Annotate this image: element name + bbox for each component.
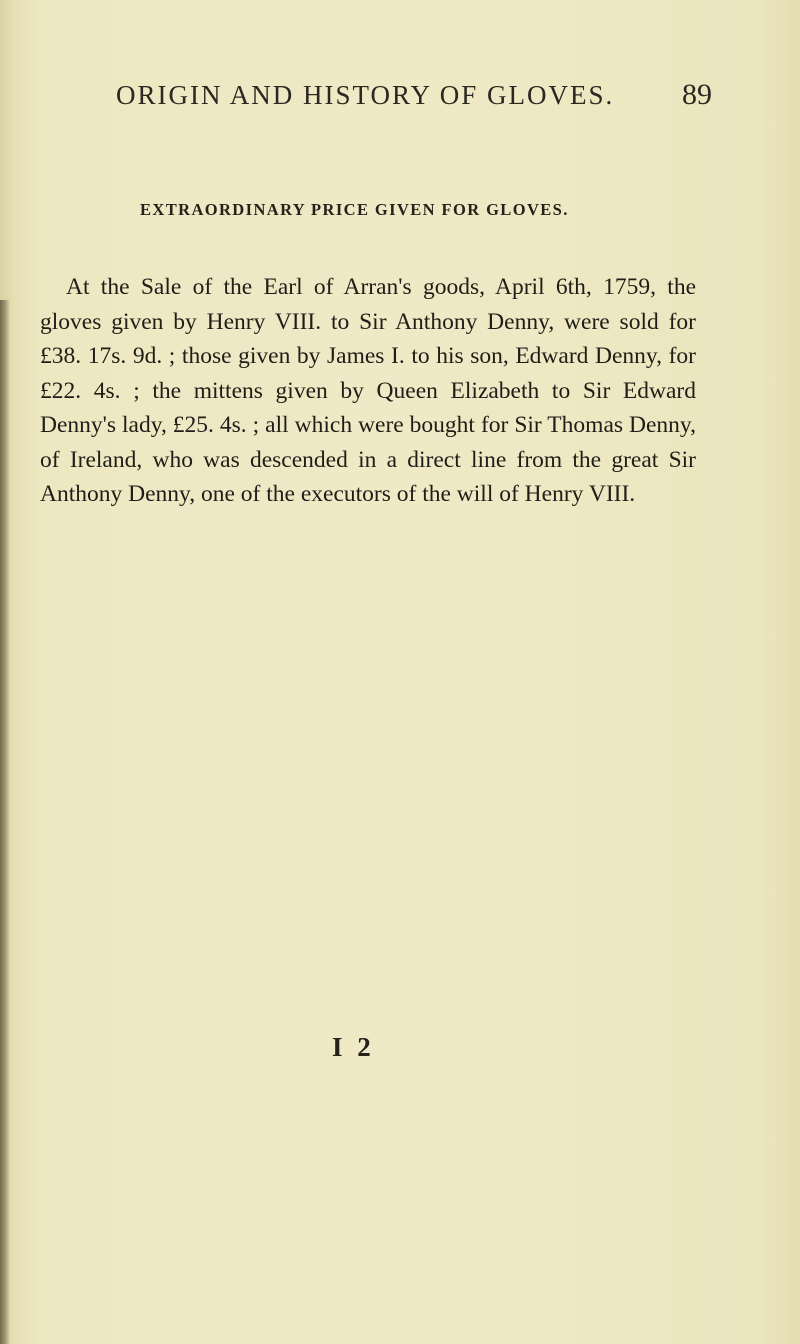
signature-mark: I 2 [332, 1032, 375, 1062]
section-heading: EXTRAORDINARY PRICE GIVEN FOR GLOVES. [140, 200, 569, 219]
page-number: 89 [682, 78, 712, 111]
running-head-title: ORIGIN AND HISTORY OF GLOVES. [116, 80, 615, 110]
body-paragraph: At the Sale of the Earl of Arran's goods, April 6th, 1759, the gloves given by Henry VIII. to Sir Anthony Denny, were sold for £38. 17s. 9d. ; those given by James I. to his son, Edward Denny, for £22. 4s. ; the mittens given by Queen Elizabeth to Sir Edward Denny's lady, £25. 4s. ; all which were bought for Sir Thomas Denny, of Ireland, who was descended in a direct line from the great Sir Anthony Denny, one of the executors of the will of Henry VIII. [40, 274, 696, 507]
running-head [116, 80, 712, 120]
binding-gutter-shadow [0, 300, 10, 1344]
